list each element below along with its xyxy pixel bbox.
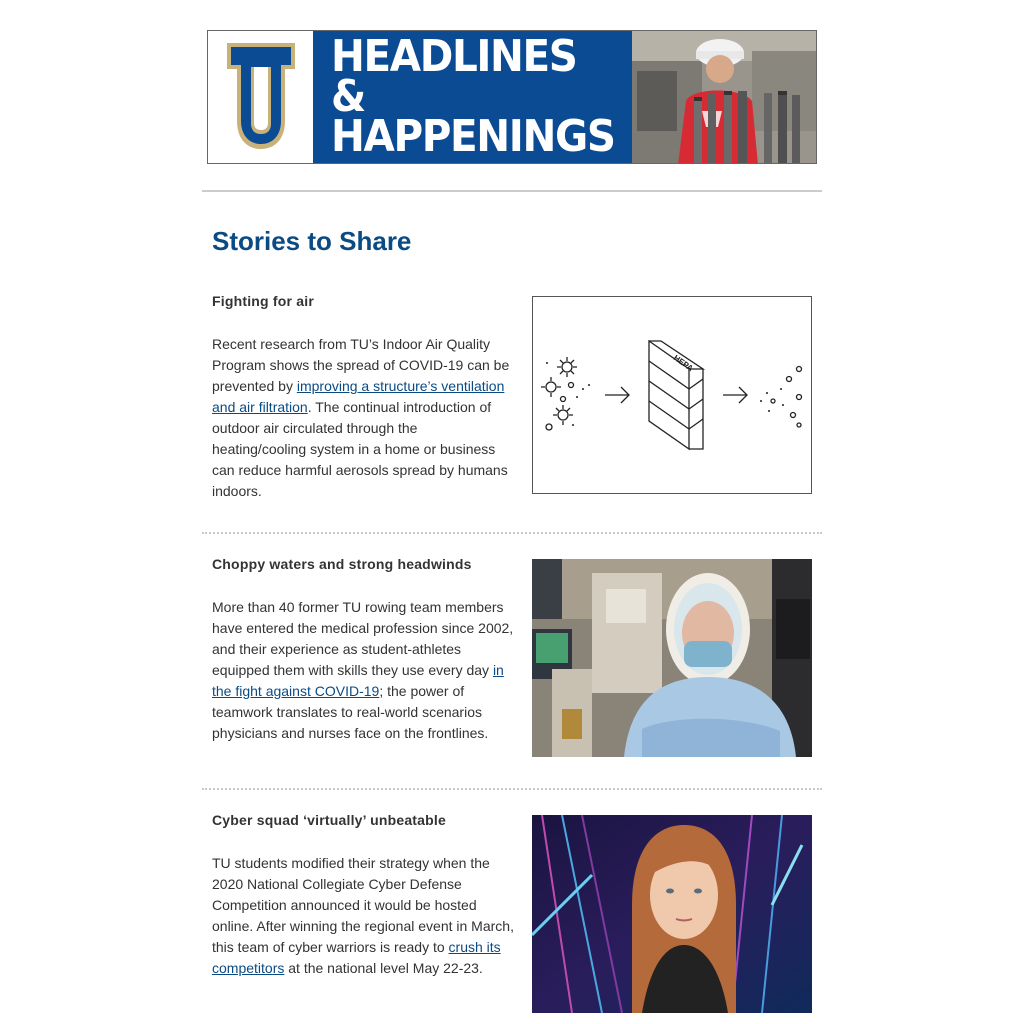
header-banner[interactable] (207, 30, 817, 164)
section-title: Stories to Share (212, 226, 412, 256)
hepa-filter-icon (533, 297, 811, 493)
story-link[interactable]: crush its competitors (212, 939, 501, 976)
banner-title (313, 31, 632, 163)
story-body (212, 853, 514, 979)
story-cyber-squad (212, 811, 514, 979)
story-fighting-for-air (212, 292, 514, 502)
banner-title-line2: HAPPENINGS (331, 111, 615, 162)
story-choppy-waters (212, 555, 514, 744)
ppe-doctor-photo (532, 559, 812, 757)
banner-title-line1: HEADLINES & (331, 31, 577, 122)
story-text: Recent research from TU’s Indoor Air Quality Program shows the spread of COVID-19 can be prevented by (212, 336, 510, 394)
story-body (212, 334, 514, 502)
tu-logo-icon (221, 39, 301, 155)
medical-worker-photo (532, 559, 812, 757)
story-link[interactable]: in the fight against COVID-19 (212, 662, 504, 699)
banner-photo (632, 31, 816, 163)
lab-researcher-photo (632, 31, 816, 164)
tu-logo (208, 31, 313, 163)
air-filter-illustration (532, 296, 812, 494)
story-heading: Fighting for air (212, 293, 314, 309)
story-heading: Cyber squad ‘virtually’ unbeatable (212, 812, 446, 828)
story-heading: Choppy waters and strong headwinds (212, 556, 472, 572)
story-body (212, 597, 514, 744)
story-text: at the national level May 22-23. (284, 960, 483, 976)
story-divider (202, 532, 822, 534)
story-text: . The continual introduction of outdoor air circulated through the heating/cooling system in a home or business can reduce harmful aerosols spread by humans indoors. (212, 399, 508, 499)
story-link[interactable]: improving a structure’s ventilation and air filtration (212, 378, 505, 415)
filter-label: HEPA (671, 353, 695, 374)
cyber-student-portrait (532, 815, 812, 1013)
story-text: TU students modified their strategy when the 2020 National Collegiate Cyber Defense Competition announced it would be hosted online. After winning the regional event in March, this team of cyber warriors is ready to (212, 855, 514, 955)
story-text: More than 40 former TU rowing team members have entered the medical profession since 2002, and their experience as student-athletes equipped them with skills they use every day (212, 599, 514, 678)
story-divider (202, 788, 822, 790)
cyber-student-photo (532, 815, 812, 1013)
story-text: ; the power of teamwork translates to real-world scenarios physicians and nurses face on the frontlines. (212, 683, 489, 741)
header-divider (202, 190, 822, 192)
